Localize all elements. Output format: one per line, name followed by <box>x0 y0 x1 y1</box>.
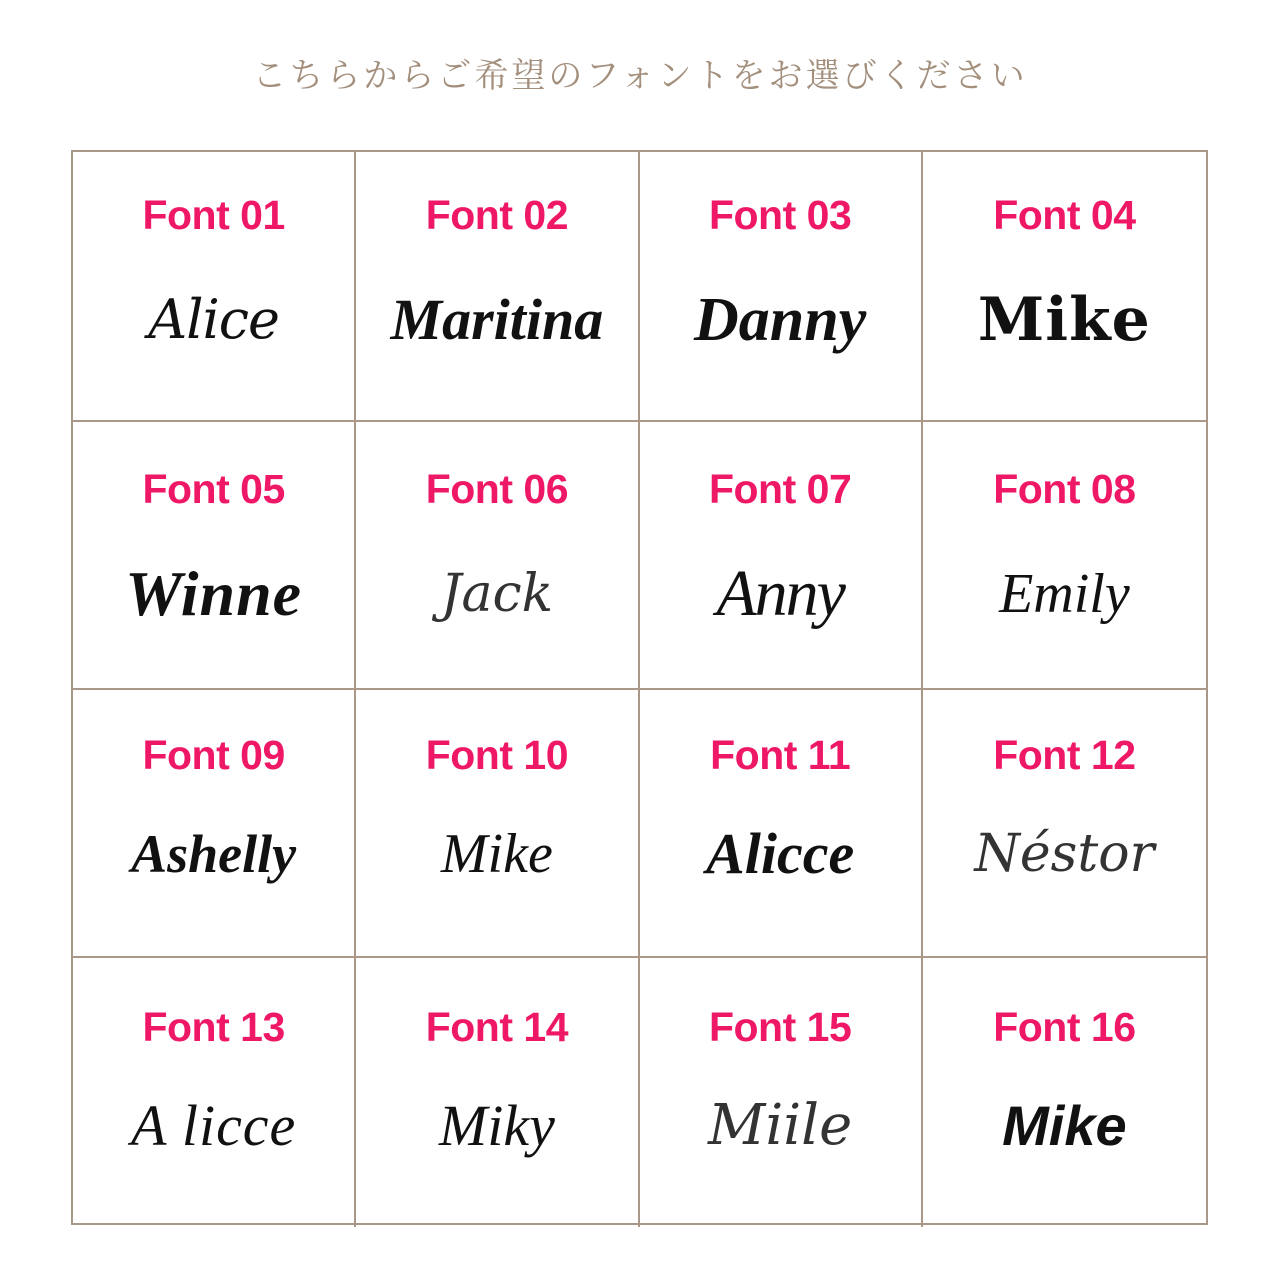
font-label: Font 04 <box>993 192 1136 238</box>
font-label: Font 16 <box>993 1004 1136 1050</box>
font-sample: A licce <box>130 1093 297 1158</box>
font-option-14[interactable] <box>356 958 639 1227</box>
font-label: Font 09 <box>142 732 285 778</box>
page-title: こちらからご希望のフォントをお選びください <box>252 56 1028 96</box>
font-sample: Ashelly <box>131 824 297 884</box>
font-option-13[interactable] <box>73 958 356 1227</box>
font-label: Font 01 <box>142 192 285 238</box>
font-label: Font 02 <box>425 192 569 238</box>
font-label: Font 14 <box>425 1004 569 1050</box>
font-option-02[interactable] <box>356 152 639 422</box>
font-option-09[interactable] <box>73 690 356 958</box>
font-sample: Emily <box>999 563 1130 625</box>
font-sample: Miky <box>438 1093 555 1158</box>
font-label: Font 05 <box>142 466 285 512</box>
font-option-06[interactable] <box>356 422 639 690</box>
font-label: Font 13 <box>142 1004 285 1050</box>
font-option-07[interactable] <box>640 422 923 690</box>
font-option-16[interactable] <box>923 958 1206 1227</box>
font-sample: Anny <box>716 557 844 630</box>
font-option-01[interactable] <box>73 152 356 422</box>
font-sample: Mike <box>1002 1094 1127 1157</box>
font-sample: Jack <box>440 564 554 624</box>
font-label: Font 15 <box>708 1004 852 1050</box>
font-label: Font 07 <box>708 466 852 512</box>
font-label: Font 10 <box>425 732 569 778</box>
font-option-10[interactable] <box>356 690 639 958</box>
font-option-05[interactable] <box>73 422 356 690</box>
font-sample: Mike <box>977 285 1151 355</box>
font-label: Font 08 <box>993 466 1136 512</box>
font-option-11[interactable] <box>640 690 923 958</box>
font-option-15[interactable] <box>640 958 923 1227</box>
font-label: Font 06 <box>425 466 569 512</box>
font-sample: Néstor <box>974 824 1155 884</box>
font-sample: Alicce <box>706 821 855 886</box>
font-label: Font 11 <box>710 732 851 778</box>
font-sample: Mike <box>440 823 553 885</box>
font-option-12[interactable] <box>923 690 1206 958</box>
font-sample: Danny <box>693 286 867 354</box>
font-selection-grid <box>71 150 1208 1225</box>
font-label: Font 03 <box>708 192 852 238</box>
font-label: Font 12 <box>993 732 1136 778</box>
font-sample: Alice <box>148 288 279 351</box>
font-sample: Maritina <box>390 287 604 352</box>
font-option-08[interactable] <box>923 422 1206 690</box>
font-sample: Miile <box>708 1093 853 1158</box>
font-option-04[interactable] <box>923 152 1206 422</box>
font-sample: Winne <box>125 558 303 629</box>
font-option-03[interactable] <box>640 152 923 422</box>
